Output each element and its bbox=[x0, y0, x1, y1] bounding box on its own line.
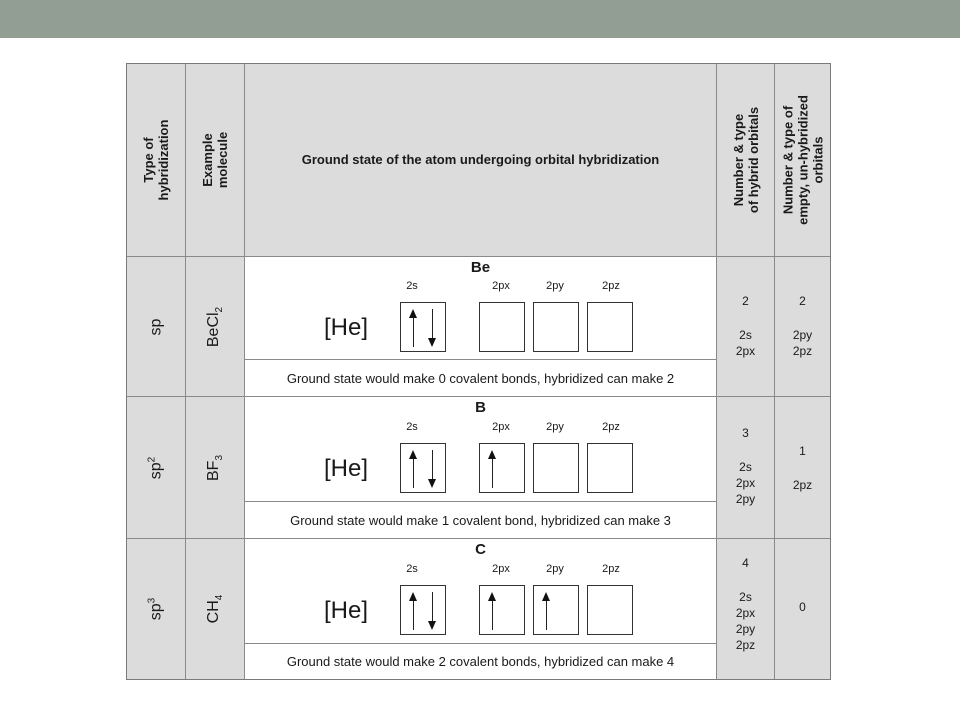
row-3-diagram-cell bbox=[245, 539, 717, 679]
row-2-hybrid-cell bbox=[717, 397, 775, 539]
row-3-orbital-2py bbox=[533, 585, 579, 635]
row-1-label-2s: 2s bbox=[406, 280, 418, 292]
row-2-2s-up-arrow bbox=[413, 452, 414, 488]
row-2-molecule: $BF_3$ bbox=[204, 454, 226, 481]
row-2-empty-count: 1 bbox=[799, 444, 806, 458]
row-3-type: $sp^3$ bbox=[146, 597, 165, 621]
header-molecule-line-1: Example bbox=[200, 133, 215, 187]
row-3-orbital-2s bbox=[400, 585, 446, 635]
row-1-molecule: BeCl$_2$ bbox=[204, 306, 226, 347]
row-1-diagram-cell bbox=[245, 257, 717, 397]
row-3-2py-up-arrow bbox=[546, 594, 547, 630]
row-2-label-2s: 2s bbox=[406, 421, 418, 433]
row-3-2s-down-arrow bbox=[432, 592, 433, 628]
row-2-label-2px: 2px bbox=[492, 421, 510, 433]
row-3-hybrid-count: 4 bbox=[742, 556, 749, 570]
row-1-empty-list bbox=[775, 327, 830, 359]
row-3-empty-cell bbox=[775, 539, 830, 679]
row-1-empty-cell bbox=[775, 257, 830, 397]
row-3-type-cell bbox=[127, 539, 186, 679]
row-3-orbital-2px bbox=[479, 585, 525, 635]
row-2-molecule-cell bbox=[186, 397, 245, 539]
row-1-note: Ground state would make 0 covalent bonds, hybridized can make 2 bbox=[245, 359, 716, 397]
row-2-empty-cell bbox=[775, 397, 830, 539]
header-molecule-cell bbox=[186, 64, 245, 257]
row-3-core: [He] bbox=[324, 597, 369, 624]
row-1-orbital-2pz bbox=[587, 302, 633, 352]
row-3-label-2s: 2s bbox=[406, 563, 418, 575]
header-empty-line-3: orbitals bbox=[810, 136, 825, 184]
row-3-note: Ground state would make 2 covalent bonds, hybridized can make 4 bbox=[245, 643, 716, 680]
row-1-2s-up-arrow bbox=[413, 311, 414, 347]
top-banner bbox=[0, 0, 960, 38]
header-molecule-line-2: molecule bbox=[215, 131, 230, 189]
row-3-hybrid-2pz: 2pz bbox=[735, 638, 756, 652]
header-type-line-2: hybridization bbox=[156, 119, 171, 201]
row-3-hybrid-cell bbox=[717, 539, 775, 679]
row-2-type: $sp^2$ bbox=[146, 456, 165, 479]
row-2-hybrid-list bbox=[717, 459, 774, 507]
header-empty-label bbox=[780, 95, 825, 225]
row-2-empty-2pz: 2pz bbox=[792, 478, 813, 492]
row-2-label-2py: 2py bbox=[546, 421, 564, 433]
row-2-orbital-2py bbox=[533, 443, 579, 493]
row-1-empty-2pz: 2pz bbox=[792, 344, 813, 358]
row-2-element: B bbox=[475, 399, 486, 416]
row-1-type-cell bbox=[127, 257, 186, 397]
row-2-2s-down-arrow bbox=[432, 450, 433, 486]
row-2-label-2pz: 2pz bbox=[602, 421, 620, 433]
row-1-label-2pz: 2pz bbox=[602, 280, 620, 292]
header-ground-state-label: Ground state of the atom undergoing orbital hybridization bbox=[301, 152, 660, 167]
row-3-2s-up-arrow bbox=[413, 594, 414, 630]
row-2-note: Ground state would make 1 covalent bond, hybridized can make 3 bbox=[245, 501, 716, 539]
row-2-hybrid-count: 3 bbox=[742, 426, 749, 440]
row-1-hybrid-2s: 2s bbox=[739, 328, 752, 342]
header-ground-state-cell bbox=[245, 64, 717, 257]
row-3-empty-count: 0 bbox=[799, 600, 806, 614]
header-hybrid-line-2: of hybrid orbitals bbox=[745, 106, 761, 214]
row-1-2s-down-arrow bbox=[432, 309, 433, 345]
row-1-empty-count: 2 bbox=[799, 294, 806, 308]
row-3-hybrid-2px: 2px bbox=[735, 606, 756, 620]
row-1-element: Be bbox=[470, 259, 491, 276]
header-type-line-1: Type of bbox=[141, 137, 156, 183]
row-2-2px-up-arrow bbox=[492, 452, 493, 488]
row-2-orbital-2s bbox=[400, 443, 446, 493]
row-3-hybrid-2py: 2py bbox=[735, 622, 756, 636]
row-1-orbital-2s bbox=[400, 302, 446, 352]
row-3-label-2py: 2py bbox=[546, 563, 564, 575]
row-2-hybrid-2py: 2py bbox=[735, 492, 756, 506]
row-3-2px-up-arrow bbox=[492, 594, 493, 630]
header-type-label bbox=[141, 120, 171, 201]
row-1-type: sp bbox=[147, 318, 165, 335]
row-1-core: [He] bbox=[324, 314, 369, 341]
row-3-orbital-2pz bbox=[587, 585, 633, 635]
row-3-label-2pz: 2pz bbox=[602, 563, 620, 575]
header-hybrid-cell bbox=[717, 64, 775, 257]
header-molecule-label bbox=[200, 132, 230, 188]
header-empty-line-1: Number & type of bbox=[780, 105, 795, 215]
row-1-label-2py: 2py bbox=[546, 280, 564, 292]
row-1-hybrid-count: 2 bbox=[742, 294, 749, 308]
row-1-hybrid-cell bbox=[717, 257, 775, 397]
row-3-hybrid-2s: 2s bbox=[739, 590, 752, 604]
row-2-orbital-2pz bbox=[587, 443, 633, 493]
row-2-type-cell bbox=[127, 397, 186, 539]
row-1-molecule-cell bbox=[186, 257, 245, 397]
header-hybrid-label bbox=[731, 107, 761, 213]
header-empty-line-2: empty, un-hybridized bbox=[795, 95, 810, 225]
hybridization-table bbox=[126, 63, 831, 680]
row-3-molecule-cell bbox=[186, 539, 245, 679]
row-1-label-2px: 2px bbox=[492, 280, 510, 292]
row-3-molecule: $CH_4$ bbox=[204, 594, 226, 624]
row-1-hybrid-2px: 2px bbox=[735, 344, 756, 358]
row-2-hybrid-2px: 2px bbox=[735, 476, 756, 490]
row-1-hybrid-list bbox=[717, 327, 774, 359]
row-2-hybrid-2s: 2s bbox=[739, 460, 752, 474]
row-2-core: [He] bbox=[324, 455, 369, 482]
row-2-orbital-2px bbox=[479, 443, 525, 493]
row-2-empty-list bbox=[775, 477, 830, 493]
header-type-cell bbox=[127, 64, 186, 257]
row-1-orbital-2px bbox=[479, 302, 525, 352]
row-3-hybrid-list bbox=[717, 589, 774, 653]
header-empty-cell bbox=[775, 64, 830, 257]
row-3-element: C bbox=[475, 541, 486, 558]
row-1-empty-2py: 2py bbox=[792, 328, 813, 342]
header-hybrid-line-1: Number & type bbox=[730, 113, 746, 207]
row-3-label-2px: 2px bbox=[492, 563, 510, 575]
row-2-diagram-cell bbox=[245, 397, 717, 539]
row-1-orbital-2py bbox=[533, 302, 579, 352]
